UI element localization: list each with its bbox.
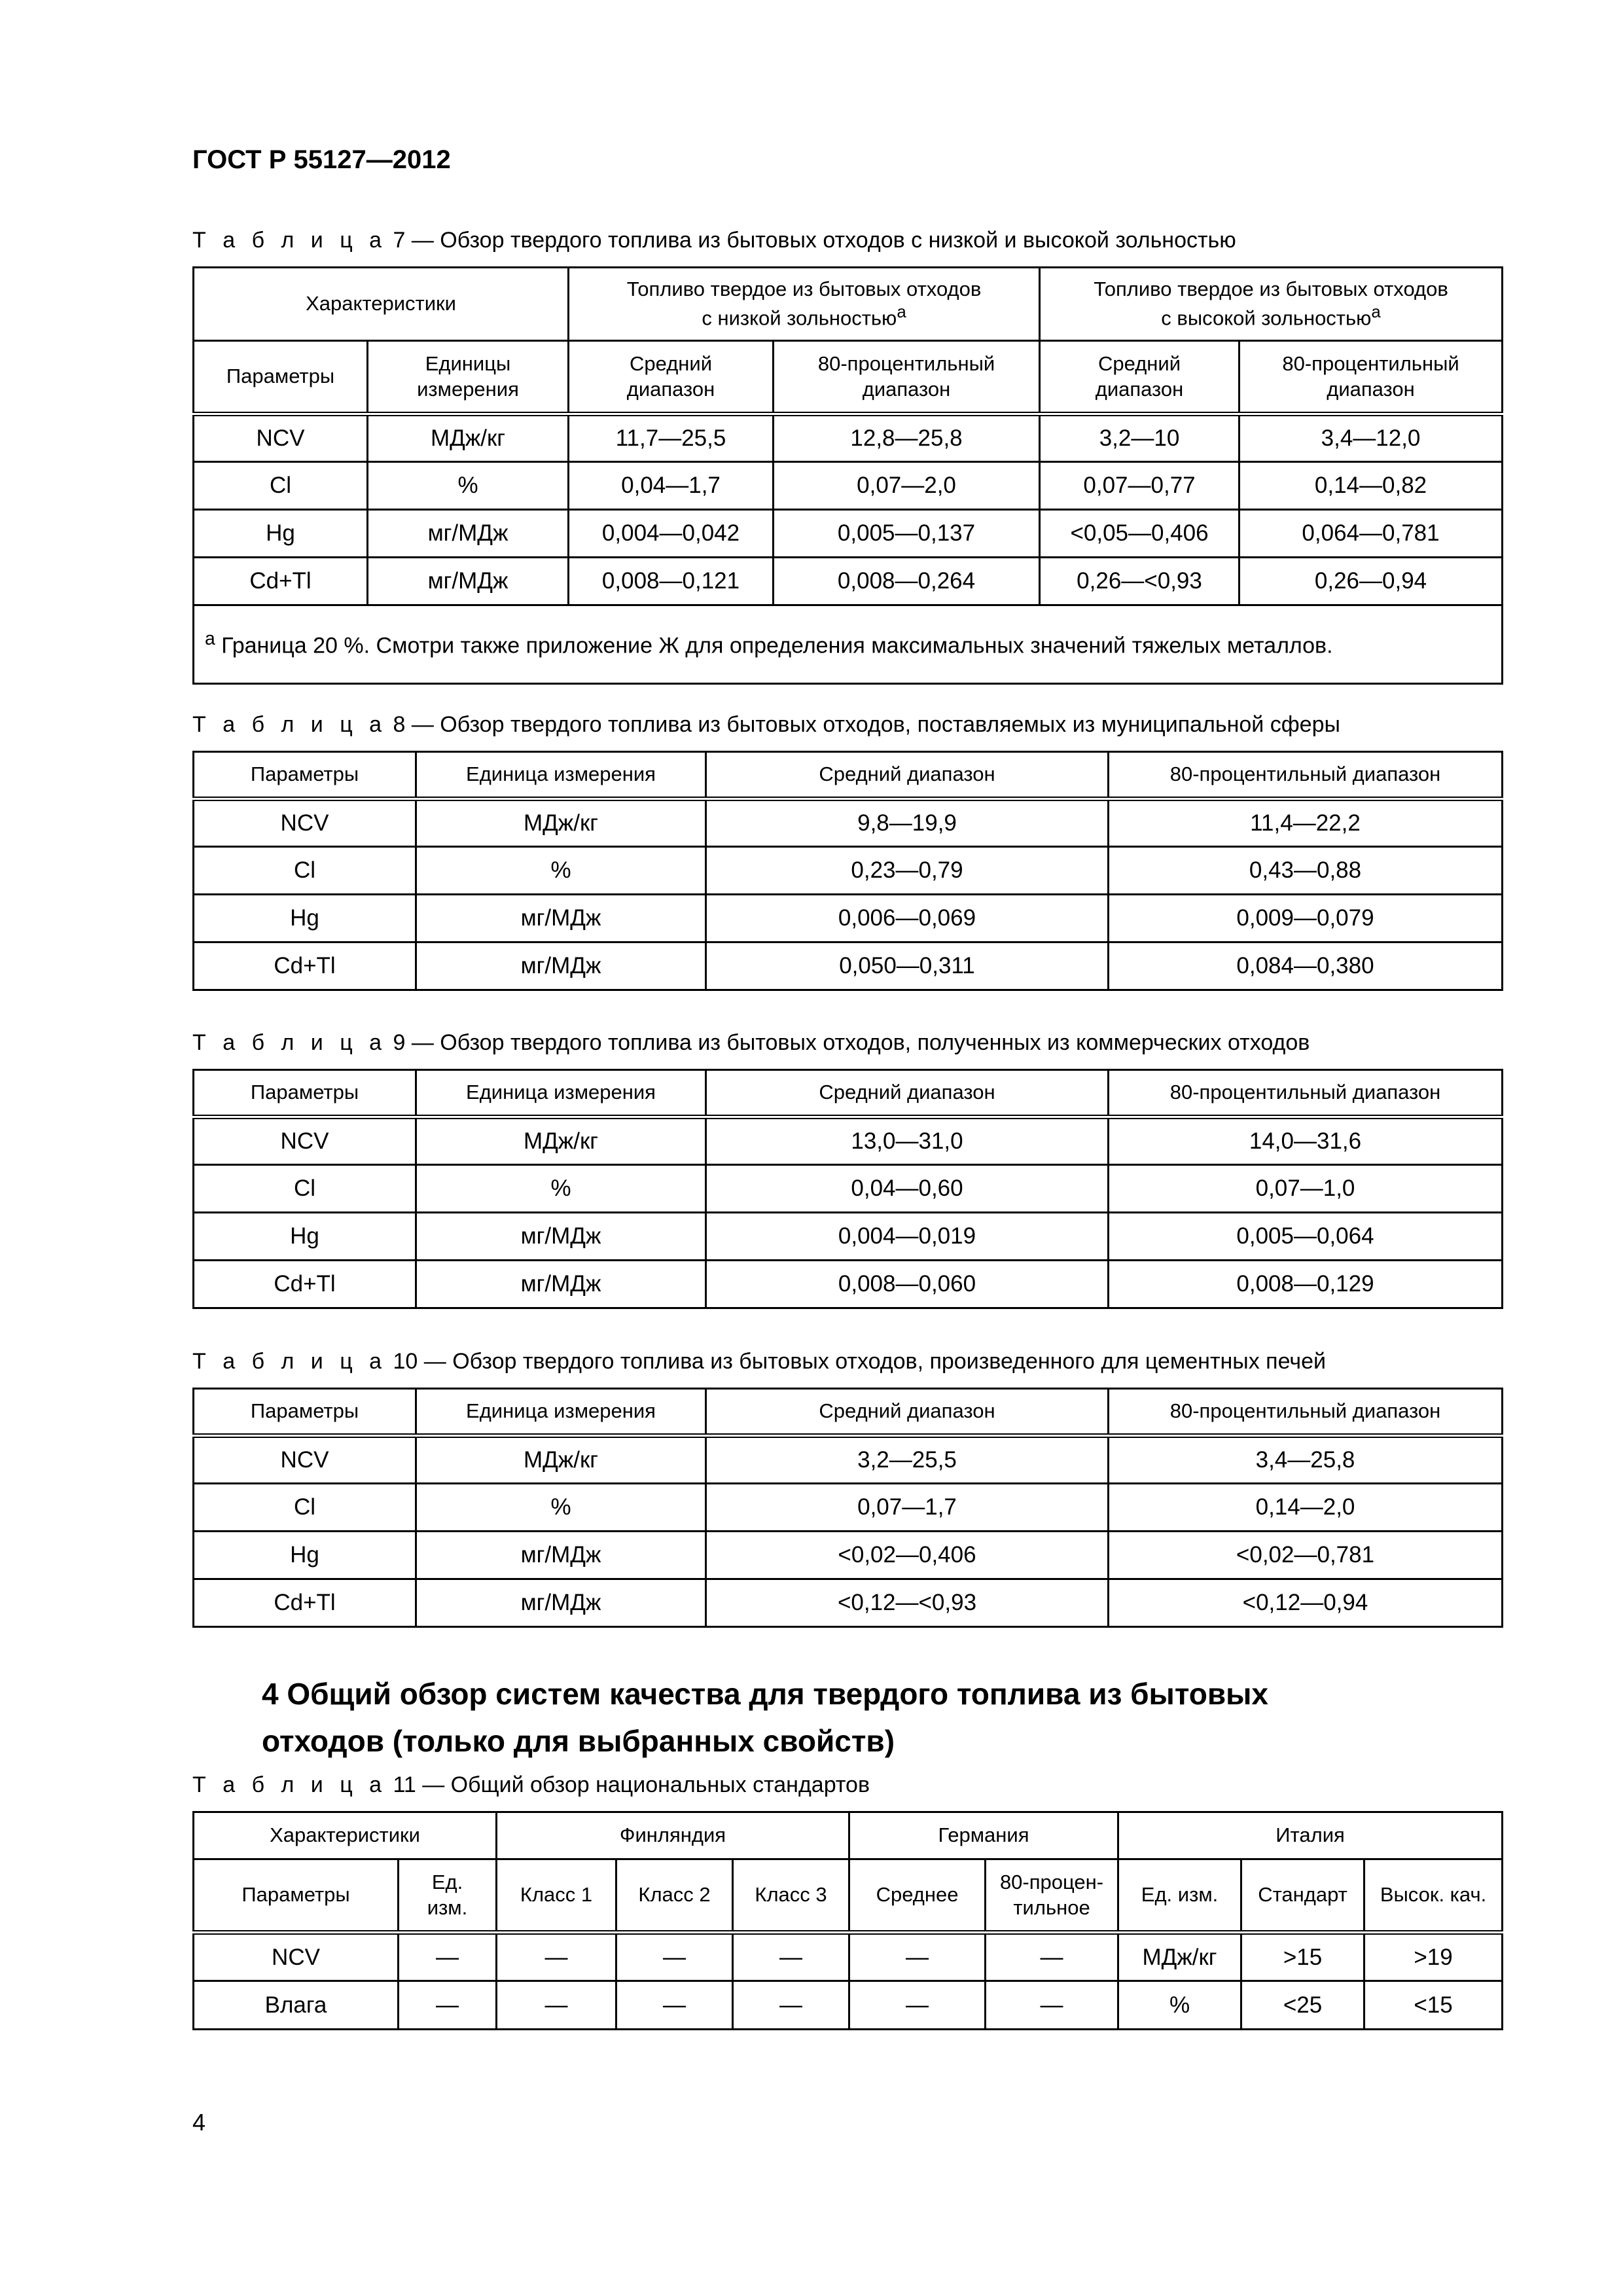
table-cell: % — [416, 1165, 706, 1213]
table-cell: 11,4—22,2 — [1109, 799, 1503, 847]
table7-head-high-ash-line1: Топливо твердое из бытовых отходов — [1094, 277, 1448, 300]
table11-subhead-4 — [616, 1859, 733, 1933]
table11-subhead-4-line1: Класс 2 — [638, 1883, 711, 1907]
table-cell: NCV — [194, 414, 368, 462]
table-cell: 0,04—1,7 — [569, 462, 774, 510]
table7-caption-text: 7 — Обзор твердого топлива из бытовых отходов с низкой и высокой зольностью — [387, 228, 1236, 253]
table-cell: Влага — [194, 1981, 399, 2030]
table7-head-low-ash-footnote-mark: а — [897, 303, 906, 322]
table-cell: % — [368, 462, 569, 510]
table11-head-germany: Германия — [849, 1812, 1118, 1859]
table-cell: 13,0—31,0 — [706, 1117, 1109, 1165]
section-4-heading-line2: отходов (только для выбранных свойств) — [262, 1724, 895, 1758]
table-cell: >15 — [1241, 1933, 1364, 1981]
table7-head-high-ash — [1040, 268, 1503, 341]
table7-caption — [192, 228, 1236, 253]
table7-subhead-4 — [774, 341, 1040, 414]
table-cell: мг/МДж — [416, 1261, 706, 1308]
table-cell: — — [733, 1981, 849, 2030]
table-cell: 0,07—1,0 — [1109, 1165, 1503, 1213]
table-cell: — — [497, 1933, 616, 1981]
table-cell: 0,23—0,79 — [706, 847, 1109, 895]
table-cell: <0,02—0,406 — [706, 1532, 1109, 1579]
table-cell: 0,07—2,0 — [774, 462, 1040, 510]
table-cell: МДж/кг — [416, 799, 706, 847]
table-row — [194, 1532, 1503, 1579]
table-cell: Cl — [194, 847, 416, 895]
table7-footnote-mark: а — [205, 628, 215, 649]
table-cell: 9,8—19,9 — [706, 799, 1109, 847]
table-cell: Cd+Tl — [194, 558, 368, 605]
table-cell: МДж/кг — [368, 414, 569, 462]
table11-subhead-7 — [986, 1859, 1118, 1933]
table-cell: <0,12—<0,93 — [706, 1579, 1109, 1627]
table7-subhead-6 — [1240, 341, 1503, 414]
table-row — [194, 895, 1503, 942]
table-cell: 0,050—0,311 — [706, 942, 1109, 990]
table-cell: Hg — [194, 895, 416, 942]
table-cell: 0,008—0,129 — [1109, 1261, 1503, 1308]
table7 — [192, 266, 1503, 685]
table-row — [194, 558, 1503, 605]
table-cell: Cl — [194, 1165, 416, 1213]
table-cell: Cd+Tl — [194, 1579, 416, 1627]
table-cell: % — [416, 847, 706, 895]
table7-subhead-6-line2: диапазон — [1327, 377, 1415, 401]
table11-subhead-2-line2: изм. — [427, 1895, 468, 1919]
table-cell: Cl — [194, 1484, 416, 1532]
table-cell: мг/МДж — [368, 510, 569, 558]
table-cell: 0,14—0,82 — [1240, 462, 1503, 510]
table-cell: 0,008—0,121 — [569, 558, 774, 605]
table-row — [194, 1933, 1503, 1981]
table-cell: NCV — [194, 1933, 399, 1981]
table-row — [194, 462, 1503, 510]
table-cell: — — [733, 1933, 849, 1981]
table11-subhead-1 — [194, 1859, 399, 1933]
table7-subhead-2-line2: измерения — [417, 377, 519, 401]
table-row — [194, 847, 1503, 895]
table-cell: 12,8—25,8 — [774, 414, 1040, 462]
table-cell: — — [399, 1981, 497, 2030]
table-cell: NCV — [194, 799, 416, 847]
table11-subhead-7-line1: 80-процен- — [999, 1870, 1104, 1893]
table-cell: 0,004—0,019 — [706, 1213, 1109, 1261]
table11-head-italy: Италия — [1118, 1812, 1503, 1859]
table-cell: мг/МДж — [416, 1532, 706, 1579]
table-cell: 0,07—1,7 — [706, 1484, 1109, 1532]
table7-caption-prefix: Т а б л и ц а — [192, 228, 387, 253]
table-cell: <15 — [1364, 1981, 1503, 2030]
table10-caption-text: 10 — Обзор твердого топлива из бытовых отходов, произведенного для цементных печей — [387, 1349, 1326, 1374]
table8 — [192, 751, 1503, 991]
table-cell: — — [849, 1933, 986, 1981]
table-cell: 0,084—0,380 — [1109, 942, 1503, 990]
table11-subhead-5-line1: Класс 3 — [755, 1883, 827, 1907]
table7-subhead-3-line2: диапазон — [626, 377, 715, 401]
table-cell: Hg — [194, 1213, 416, 1261]
table11-subhead-10 — [1364, 1859, 1503, 1933]
table11-subhead-9-line1: Стандарт — [1258, 1883, 1347, 1907]
table-cell: 0,07—0,77 — [1040, 462, 1240, 510]
table9-header-1: Параметры — [194, 1070, 416, 1117]
table9 — [192, 1069, 1503, 1309]
table7-footnote-text: Граница 20 %. Смотри также приложение Ж для определения максимальных значений тяжелых металлов. — [215, 633, 1333, 658]
table-cell: — — [849, 1981, 986, 2030]
table7-subhead-4-line1: 80-процентильный — [817, 351, 995, 375]
table11-subhead-1-line1: Параметры — [241, 1883, 350, 1907]
table11-subhead-2-line1: Ед. — [431, 1870, 463, 1893]
table-row — [194, 942, 1503, 990]
table8-header-3: Средний диапазон — [706, 752, 1109, 799]
table11-caption-text: 11 — Общий обзор национальных стандартов — [387, 1772, 870, 1797]
table-cell: Cl — [194, 462, 368, 510]
table11-caption-prefix: Т а б л и ц а — [192, 1772, 387, 1797]
table7-subhead-2-line1: Единицы — [425, 351, 511, 375]
table-cell: % — [416, 1484, 706, 1532]
table-cell: — — [986, 1981, 1118, 2030]
table-row — [194, 1165, 1503, 1213]
table11-subhead-10-line1: Высок. кач. — [1380, 1883, 1487, 1907]
table7-footnote — [194, 605, 1503, 684]
table11-head-characteristics: Характеристики — [194, 1812, 497, 1859]
table7-subhead-4-line2: диапазон — [862, 377, 951, 401]
table7-head-characteristics: Характеристики — [194, 268, 569, 341]
table11-subhead-6 — [849, 1859, 986, 1933]
table8-caption — [192, 712, 1340, 738]
table7-subhead-1-line1: Параметры — [226, 365, 335, 388]
table11-subhead-8 — [1118, 1859, 1241, 1933]
table-cell: 3,4—12,0 — [1240, 414, 1503, 462]
table-row — [194, 1484, 1503, 1532]
table8-header-1: Параметры — [194, 752, 416, 799]
table11-subhead-3 — [497, 1859, 616, 1933]
table9-header-2: Единица измерения — [416, 1070, 706, 1117]
table-cell: <0,02—0,781 — [1109, 1532, 1503, 1579]
table-cell: NCV — [194, 1117, 416, 1165]
table-cell: % — [1118, 1981, 1241, 2030]
table-cell: 0,26—<0,93 — [1040, 558, 1240, 605]
table-cell: мг/МДж — [416, 942, 706, 990]
table-cell: мг/МДж — [416, 1579, 706, 1627]
table10-caption — [192, 1349, 1326, 1374]
table7-subhead-3 — [569, 341, 774, 414]
table8-header-4: 80-процентильный диапазон — [1109, 752, 1503, 799]
table-cell: <25 — [1241, 1981, 1364, 2030]
table7-head-high-ash-line2: с высокой зольностью — [1161, 306, 1372, 330]
table11-subhead-6-line1: Среднее — [876, 1883, 959, 1907]
table-cell: 0,009—0,079 — [1109, 895, 1503, 942]
table9-caption-text: 9 — Обзор твердого топлива из бытовых отходов, полученных из коммерческих отходов — [387, 1030, 1310, 1055]
table-cell: 0,008—0,264 — [774, 558, 1040, 605]
table-cell: МДж/кг — [1118, 1933, 1241, 1981]
table-row — [194, 1261, 1503, 1308]
table9-header-3: Средний диапазон — [706, 1070, 1109, 1117]
table9-caption — [192, 1030, 1310, 1056]
table-cell: 14,0—31,6 — [1109, 1117, 1503, 1165]
table7-subhead-2 — [368, 341, 569, 414]
table7-subhead-6-line1: 80-процентильный — [1282, 351, 1459, 375]
table-cell: 0,43—0,88 — [1109, 847, 1503, 895]
table7-subhead-5-line1: Средний — [1098, 351, 1181, 375]
table-row — [194, 1213, 1503, 1261]
table-cell: Cd+Tl — [194, 1261, 416, 1308]
table-cell: 0,064—0,781 — [1240, 510, 1503, 558]
table7-subhead-5 — [1040, 341, 1240, 414]
table7-head-low-ash-line2: с низкой зольностью — [702, 306, 897, 330]
table11-subhead-5 — [733, 1859, 849, 1933]
table-cell: Hg — [194, 1532, 416, 1579]
table-cell: <0,05—0,406 — [1040, 510, 1240, 558]
table-cell: 0,008—0,060 — [706, 1261, 1109, 1308]
table-cell: Cd+Tl — [194, 942, 416, 990]
table10-header-2: Единица измерения — [416, 1389, 706, 1436]
table-cell: 0,14—2,0 — [1109, 1484, 1503, 1532]
table-cell: — — [497, 1981, 616, 2030]
table-cell: Hg — [194, 510, 368, 558]
table11-caption — [192, 1772, 870, 1798]
table-row — [194, 1436, 1503, 1484]
table11-subhead-8-line1: Ед. изм. — [1141, 1883, 1219, 1907]
table-row — [194, 1981, 1503, 2030]
table-cell: — — [616, 1981, 733, 2030]
table9-header-4: 80-процентильный диапазон — [1109, 1070, 1503, 1117]
table-cell: — — [399, 1933, 497, 1981]
section-4-heading-line1: 4 Общий обзор систем качества для твердого топлива из бытовых — [262, 1677, 1268, 1711]
table7-subhead-1 — [194, 341, 368, 414]
table9-caption-prefix: Т а б л и ц а — [192, 1030, 387, 1055]
table-cell: >19 — [1364, 1933, 1503, 1981]
table10-header-3: Средний диапазон — [706, 1389, 1109, 1436]
table-cell: МДж/кг — [416, 1436, 706, 1484]
table7-head-high-ash-footnote-mark: а — [1371, 303, 1381, 322]
table10-caption-prefix: Т а б л и ц а — [192, 1349, 387, 1374]
table-cell: 0,004—0,042 — [569, 510, 774, 558]
table11-subhead-3-line1: Класс 1 — [520, 1883, 593, 1907]
document-header: ГОСТ Р 55127—2012 — [192, 145, 451, 174]
table11-head-finland: Финляндия — [497, 1812, 849, 1859]
table-cell: мг/МДж — [416, 895, 706, 942]
table10-header-4: 80-процентильный диапазон — [1109, 1389, 1503, 1436]
table-cell: <0,12—0,94 — [1109, 1579, 1503, 1627]
table-row — [194, 799, 1503, 847]
table7-subhead-3-line1: Средний — [630, 351, 713, 375]
table-row — [194, 414, 1503, 462]
table10-header-1: Параметры — [194, 1389, 416, 1436]
table11-subhead-9 — [1241, 1859, 1364, 1933]
table-cell: мг/МДж — [368, 558, 569, 605]
table-row — [194, 510, 1503, 558]
table-row — [194, 1117, 1503, 1165]
table-cell: МДж/кг — [416, 1117, 706, 1165]
table-cell: 0,04—0,60 — [706, 1165, 1109, 1213]
table11-subhead-2 — [399, 1859, 497, 1933]
table-cell: мг/МДж — [416, 1213, 706, 1261]
table11 — [192, 1811, 1503, 2030]
table-cell: 0,005—0,137 — [774, 510, 1040, 558]
section-4-heading — [262, 1670, 1492, 1765]
table-cell: 3,2—25,5 — [706, 1436, 1109, 1484]
table-cell: 0,005—0,064 — [1109, 1213, 1503, 1261]
table-cell: 3,4—25,8 — [1109, 1436, 1503, 1484]
table10 — [192, 1388, 1503, 1628]
table8-header-2: Единица измерения — [416, 752, 706, 799]
table8-caption-text: 8 — Обзор твердого топлива из бытовых отходов, поставляемых из муниципальной сферы — [387, 712, 1340, 737]
table8-caption-prefix: Т а б л и ц а — [192, 712, 387, 737]
page-number: 4 — [192, 2109, 206, 2136]
table-cell: 0,26—0,94 — [1240, 558, 1503, 605]
table7-subhead-5-line2: диапазон — [1095, 377, 1184, 401]
table-cell: 3,2—10 — [1040, 414, 1240, 462]
table11-subhead-7-line2: тильное — [1013, 1895, 1090, 1919]
table-cell: 11,7—25,5 — [569, 414, 774, 462]
table-cell: — — [986, 1933, 1118, 1981]
table-cell: 0,006—0,069 — [706, 895, 1109, 942]
table-cell: NCV — [194, 1436, 416, 1484]
table-row — [194, 1579, 1503, 1627]
table7-head-low-ash-line1: Топливо твердое из бытовых отходов — [626, 277, 982, 300]
table-cell: — — [616, 1933, 733, 1981]
table7-head-low-ash — [569, 268, 1040, 341]
